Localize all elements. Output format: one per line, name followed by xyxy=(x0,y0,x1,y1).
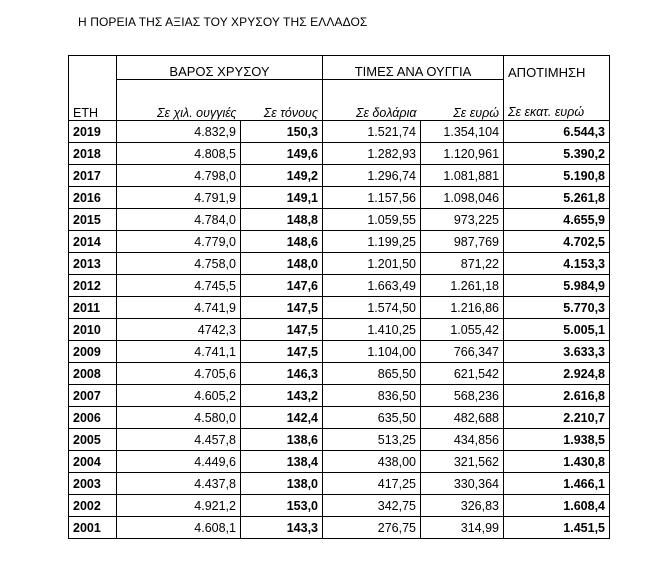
cell-weight-tons: 149,1 xyxy=(241,187,323,209)
cell-weight-oz: 4.457,8 xyxy=(117,429,241,451)
cell-weight-oz: 4.437,8 xyxy=(117,473,241,495)
header-price-usd: Σε δολάρια xyxy=(323,80,421,121)
cell-valuation: 4.153,3 xyxy=(504,253,610,275)
cell-weight-oz: 4.832,9 xyxy=(117,121,241,143)
cell-year: 2007 xyxy=(69,385,117,407)
cell-year: 2016 xyxy=(69,187,117,209)
table-row xyxy=(69,429,610,451)
table-row xyxy=(69,187,610,209)
cell-year: 2013 xyxy=(69,253,117,275)
cell-weight-oz: 4.798,0 xyxy=(117,165,241,187)
table-row xyxy=(69,297,610,319)
table-row xyxy=(69,231,610,253)
cell-price-eur: 1.261,18 xyxy=(421,275,504,297)
cell-weight-tons: 147,5 xyxy=(241,341,323,363)
cell-weight-tons: 149,6 xyxy=(241,143,323,165)
table-row xyxy=(69,319,610,341)
cell-price-usd: 1.521,74 xyxy=(323,121,421,143)
cell-price-eur: 987,769 xyxy=(421,231,504,253)
cell-price-usd: 1.157,56 xyxy=(323,187,421,209)
gold-value-table xyxy=(68,55,610,539)
header-year: ΕΤΗ xyxy=(69,80,117,121)
header-weight-tons: Σε τόνους xyxy=(241,80,323,121)
cell-valuation: 1.430,8 xyxy=(504,451,610,473)
cell-year: 2017 xyxy=(69,165,117,187)
cell-price-eur: 568,236 xyxy=(421,385,504,407)
cell-weight-tons: 148,6 xyxy=(241,231,323,253)
cell-price-usd: 1.410,25 xyxy=(323,319,421,341)
cell-price-usd: 1.574,50 xyxy=(323,297,421,319)
cell-weight-tons: 138,0 xyxy=(241,473,323,495)
cell-valuation: 5.770,3 xyxy=(504,297,610,319)
cell-year: 2008 xyxy=(69,363,117,385)
cell-valuation: 6.544,3 xyxy=(504,121,610,143)
header-weight-oz: Σε χιλ. ουγγιές xyxy=(117,80,241,121)
cell-weight-oz: 4.791,9 xyxy=(117,187,241,209)
cell-weight-tons: 138,6 xyxy=(241,429,323,451)
cell-price-usd: 438,00 xyxy=(323,451,421,473)
cell-weight-tons: 147,5 xyxy=(241,319,323,341)
header-valuation-unit: Σε εκατ. ευρώ xyxy=(504,80,610,121)
cell-valuation: 3.633,3 xyxy=(504,341,610,363)
table-row xyxy=(69,451,610,473)
cell-valuation: 1.451,5 xyxy=(504,517,610,539)
cell-price-eur: 621,542 xyxy=(421,363,504,385)
cell-price-usd: 1.199,25 xyxy=(323,231,421,253)
cell-price-usd: 1.201,50 xyxy=(323,253,421,275)
cell-weight-oz: 4.705,6 xyxy=(117,363,241,385)
cell-price-usd: 635,50 xyxy=(323,407,421,429)
cell-price-eur: 1.216,86 xyxy=(421,297,504,319)
cell-year: 2019 xyxy=(69,121,117,143)
table-row xyxy=(69,253,610,275)
cell-price-eur: 482,688 xyxy=(421,407,504,429)
table-row xyxy=(69,495,610,517)
cell-weight-oz: 4.921,2 xyxy=(117,495,241,517)
header-price-eur: Σε ευρώ xyxy=(421,80,504,121)
table-row xyxy=(69,143,610,165)
cell-year: 2005 xyxy=(69,429,117,451)
cell-weight-tons: 143,2 xyxy=(241,385,323,407)
cell-weight-tons: 148,8 xyxy=(241,209,323,231)
table-row xyxy=(69,209,610,231)
cell-price-eur: 1.120,961 xyxy=(421,143,504,165)
table-row xyxy=(69,517,610,539)
cell-year: 2014 xyxy=(69,231,117,253)
table-row xyxy=(69,473,610,495)
cell-valuation: 4.655,9 xyxy=(504,209,610,231)
cell-price-usd: 836,50 xyxy=(323,385,421,407)
cell-year: 2001 xyxy=(69,517,117,539)
cell-weight-oz: 4.779,0 xyxy=(117,231,241,253)
cell-weight-oz: 4.758,0 xyxy=(117,253,241,275)
cell-price-usd: 1.296,74 xyxy=(323,165,421,187)
cell-valuation: 2.924,8 xyxy=(504,363,610,385)
cell-year: 2012 xyxy=(69,275,117,297)
cell-weight-tons: 153,0 xyxy=(241,495,323,517)
cell-valuation: 5.261,8 xyxy=(504,187,610,209)
cell-valuation: 2.616,8 xyxy=(504,385,610,407)
cell-weight-tons: 147,5 xyxy=(241,297,323,319)
header-sub-row xyxy=(69,80,610,121)
cell-year: 2018 xyxy=(69,143,117,165)
table-row xyxy=(69,363,610,385)
cell-price-usd: 1.059,55 xyxy=(323,209,421,231)
cell-weight-oz: 4.580,0 xyxy=(117,407,241,429)
cell-price-usd: 513,25 xyxy=(323,429,421,451)
cell-weight-oz: 4.608,1 xyxy=(117,517,241,539)
header-year-top xyxy=(69,56,117,80)
cell-price-eur: 1.098,046 xyxy=(421,187,504,209)
cell-year: 2004 xyxy=(69,451,117,473)
cell-price-eur: 314,99 xyxy=(421,517,504,539)
header-group-row xyxy=(69,56,610,80)
table-body xyxy=(69,121,610,539)
table-row xyxy=(69,385,610,407)
table-row xyxy=(69,121,610,143)
cell-price-usd: 342,75 xyxy=(323,495,421,517)
cell-weight-oz: 4.745,5 xyxy=(117,275,241,297)
cell-weight-tons: 147,6 xyxy=(241,275,323,297)
table-row xyxy=(69,341,610,363)
cell-price-eur: 434,856 xyxy=(421,429,504,451)
table-row xyxy=(69,407,610,429)
cell-price-usd: 1.663,49 xyxy=(323,275,421,297)
cell-valuation: 5.984,9 xyxy=(504,275,610,297)
header-group-prices: ΤΙΜΕΣ ΑΝΑ ΟΥΓΓΙΑ xyxy=(323,56,504,80)
header-group-weight: ΒΑΡΟΣ ΧΡΥΣΟΥ xyxy=(117,56,323,80)
cell-price-usd: 1.282,93 xyxy=(323,143,421,165)
cell-valuation: 1.466,1 xyxy=(504,473,610,495)
cell-weight-oz: 4.741,9 xyxy=(117,297,241,319)
cell-weight-tons: 138,4 xyxy=(241,451,323,473)
table-row xyxy=(69,275,610,297)
cell-weight-tons: 142,4 xyxy=(241,407,323,429)
cell-price-eur: 321,562 xyxy=(421,451,504,473)
page-title: Η ΠΟΡΕΙΑ ΤΗΣ ΑΞΙΑΣ ΤΟΥ ΧΡΥΣΟΥ ΤΗΣ ΕΛΛΑΔΟΣ xyxy=(78,15,368,29)
cell-weight-tons: 148,0 xyxy=(241,253,323,275)
cell-price-usd: 276,75 xyxy=(323,517,421,539)
cell-price-eur: 1.081,881 xyxy=(421,165,504,187)
cell-year: 2010 xyxy=(69,319,117,341)
header-group-valuation: ΑΠΟΤΙΜΗΣΗ xyxy=(504,56,610,80)
cell-valuation: 1.608,4 xyxy=(504,495,610,517)
cell-price-eur: 766,347 xyxy=(421,341,504,363)
cell-price-usd: 1.104,00 xyxy=(323,341,421,363)
cell-weight-oz: 4.449,6 xyxy=(117,451,241,473)
cell-year: 2015 xyxy=(69,209,117,231)
cell-year: 2011 xyxy=(69,297,117,319)
cell-valuation: 5.005,1 xyxy=(504,319,610,341)
cell-weight-oz: 4.741,1 xyxy=(117,341,241,363)
cell-weight-tons: 149,2 xyxy=(241,165,323,187)
cell-year: 2006 xyxy=(69,407,117,429)
cell-weight-oz: 4.605,2 xyxy=(117,385,241,407)
cell-weight-tons: 150,3 xyxy=(241,121,323,143)
cell-price-eur: 973,225 xyxy=(421,209,504,231)
cell-valuation: 2.210,7 xyxy=(504,407,610,429)
cell-year: 2003 xyxy=(69,473,117,495)
cell-weight-tons: 146,3 xyxy=(241,363,323,385)
cell-price-eur: 1.354,104 xyxy=(421,121,504,143)
cell-weight-tons: 143,3 xyxy=(241,517,323,539)
cell-valuation: 1.938,5 xyxy=(504,429,610,451)
cell-price-usd: 865,50 xyxy=(323,363,421,385)
cell-price-usd: 417,25 xyxy=(323,473,421,495)
cell-price-eur: 1.055,42 xyxy=(421,319,504,341)
cell-valuation: 4.702,5 xyxy=(504,231,610,253)
cell-price-eur: 326,83 xyxy=(421,495,504,517)
cell-weight-oz: 4.784,0 xyxy=(117,209,241,231)
table-row xyxy=(69,165,610,187)
cell-weight-oz: 4742,3 xyxy=(117,319,241,341)
cell-year: 2009 xyxy=(69,341,117,363)
cell-valuation: 5.190,8 xyxy=(504,165,610,187)
cell-year: 2002 xyxy=(69,495,117,517)
cell-price-eur: 330,364 xyxy=(421,473,504,495)
cell-price-eur: 871,22 xyxy=(421,253,504,275)
cell-valuation: 5.390,2 xyxy=(504,143,610,165)
cell-weight-oz: 4.808,5 xyxy=(117,143,241,165)
